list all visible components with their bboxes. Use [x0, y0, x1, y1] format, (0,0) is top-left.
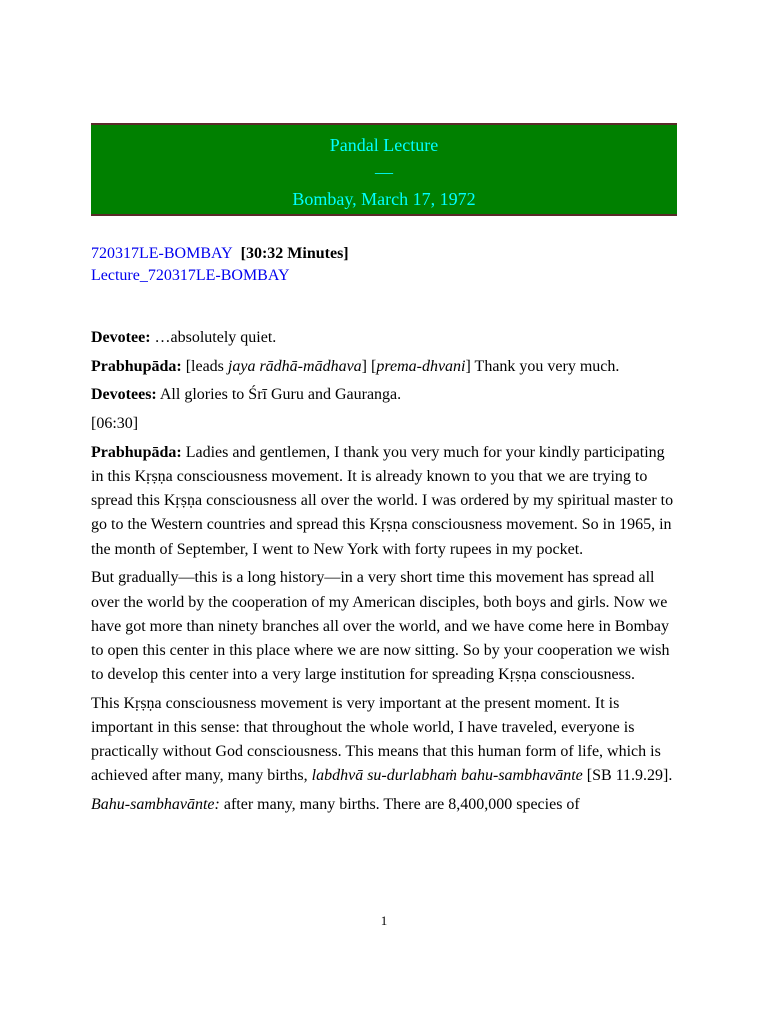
lecture-line: [91, 265, 349, 287]
paragraph-text: …absolutely quiet.: [150, 329, 277, 346]
page-number: 1: [380, 913, 388, 928]
speaker-label: Prabhupāda:: [91, 357, 182, 375]
sanskrit-term: jaya rādhā-mādhava: [227, 357, 362, 375]
duration-label: [30:32 Minutes]: [240, 245, 349, 262]
paragraph-text: [SB 11.9.29].: [582, 767, 673, 785]
audio-link[interactable]: 720317LE-BOMBAY: [91, 245, 233, 262]
timestamp: [06:30]: [91, 415, 139, 433]
sanskrit-term: prema-dhvani: [376, 357, 466, 375]
lecture-title-banner: [91, 123, 677, 216]
paragraph-text: after many, many births. There are 8,400,000 species of: [219, 796, 580, 814]
paragraph: [91, 355, 681, 379]
paragraph: [91, 793, 681, 817]
paragraph-text: All glories to Śrī Guru and Gauranga.: [156, 386, 402, 404]
speaker-label: Devotee:: [91, 329, 151, 346]
lecture-title: Pandal Lecture: [329, 135, 439, 155]
lecture-meta: [91, 243, 349, 287]
paragraph: [91, 692, 681, 789]
paragraph: [91, 441, 681, 562]
paragraph-text: [leads: [181, 357, 228, 375]
paragraph-text: ] [: [361, 357, 377, 375]
audio-line: [91, 243, 349, 265]
transcript: [91, 326, 681, 822]
paragraph-text: Ladies and gentlemen, I thank you very much for your kindly participating in this Kṛṣṇa consciousness movement. It is already known to you that we are trying to spread this Kṛṣṇa consciousness all over the world. I was ordered by my spiritual master to go to the Western countries and spread this Kṛṣṇa consciousness movement. So in 1965, in the month of September, I went to New York with forty rupees in my pocket.: [91, 443, 674, 558]
speaker-label: Prabhupāda:: [91, 443, 182, 461]
paragraph-text: This Kṛṣṇa consciousness movement is very important at the present moment. It is important in this sense: that throughout the whole world, I have traveled, everyone is practically without God consciousness. This means that this human form of life, which is achieved after many, many births,: [91, 694, 661, 785]
title-dash: —: [375, 162, 393, 182]
sanskrit-term: Bahu-sambhavānte:: [91, 796, 220, 814]
paragraph-text: ] Thank you very much.: [465, 357, 620, 375]
lecture-location-date: Bombay, March 17, 1972: [292, 189, 476, 209]
paragraph: But gradually—this is a long history—in a very short time this movement has spread all over the world by the cooperation of my American disciples, both boys and girls. Now we have got more than ninety branches all over the world, and we have come here in Bombay to open this center in this place where we are now sitting. So by your cooperation we wish to develop this center into a very large institution for spreading Kṛṣṇa consciousness.: [91, 569, 670, 684]
paragraph: [91, 383, 681, 407]
speaker-label: Devotees:: [91, 386, 157, 404]
sanskrit-verse: labdhvā su-durlabhaṁ bahu-sambhavānte: [311, 767, 583, 785]
lecture-link[interactable]: Lecture_720317LE-BOMBAY: [91, 267, 290, 284]
paragraph: [91, 326, 681, 350]
